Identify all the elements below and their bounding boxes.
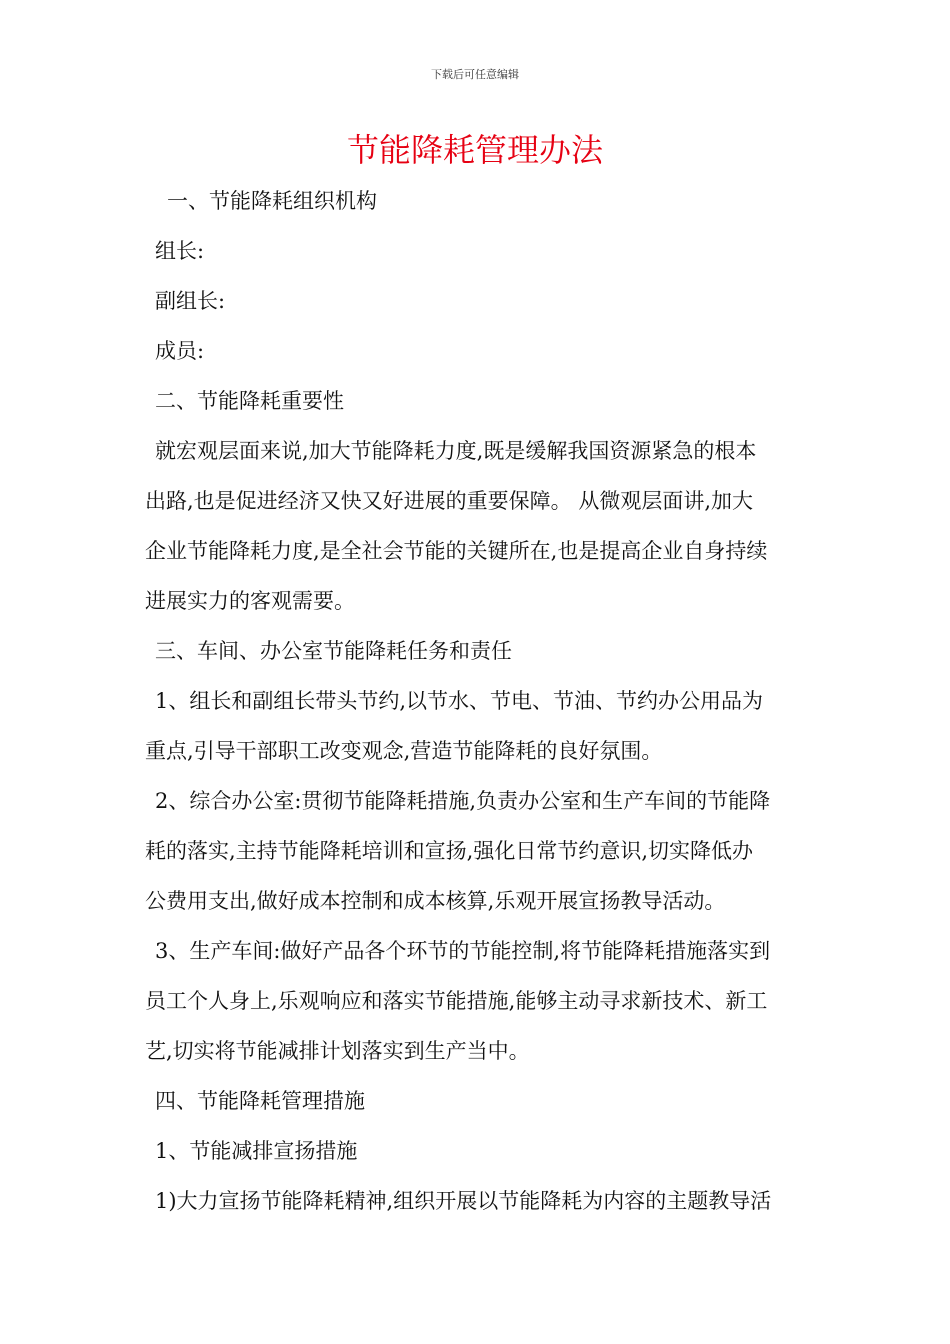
paragraph-line: 3、生产车间:做好产品各个环节的节能控制,将节能降耗措施落实到 (155, 939, 771, 963)
paragraph-line: 员工个人身上,乐观响应和落实节能措施,能够主动寻求新技术、新工 (145, 989, 768, 1013)
paragraph-line: 就宏观层面来说,加大节能降耗力度,既是缓解我国资源紧急的根本 (155, 439, 757, 463)
document-title: 节能降耗管理办法 (346, 131, 603, 169)
section-heading-measures: 四、节能降耗管理措施 (155, 1089, 365, 1113)
paragraph-line: 出路,也是促进经济又快又好进展的重要保障。 从微观层面讲,加大 (145, 489, 754, 513)
section-heading-org: 一、节能降耗组织机构 (167, 189, 377, 213)
paragraph-line: 企业节能降耗力度,是全社会节能的关键所在,也是提高企业自身持续 (145, 539, 768, 563)
field-deputy-leader: 副组长: (155, 289, 226, 313)
paragraph-line: 艺,切实将节能减排计划落实到生产当中。 (145, 1039, 530, 1063)
paragraph-line: 公费用支出,做好成本控制和成本核算,乐观开展宣扬教导活动。 (145, 889, 726, 913)
paragraph-line: 进展实力的客观需要。 (145, 589, 355, 613)
paragraph-line: 耗的落实,主持节能降耗培训和宣扬,强化日常节约意识,切实降低办 (145, 839, 754, 863)
section-heading-importance: 二、节能降耗重要性 (155, 389, 344, 413)
field-leader: 组长: (155, 239, 205, 263)
header-note: 下载后可任意编辑 (431, 68, 519, 81)
paragraph-line: 1、组长和副组长带头节约,以节水、节电、节油、节约办公用品为 (155, 689, 764, 713)
section-heading-tasks: 三、车间、办公室节能降耗任务和责任 (155, 639, 512, 663)
paragraph-line: 2、综合办公室:贯彻节能降耗措施,负责办公室和生产车间的节能降 (155, 789, 771, 813)
paragraph-line: 1)大力宣扬节能降耗精神,组织开展以节能降耗为内容的主题教导活 (155, 1189, 772, 1213)
paragraph-line: 重点,引导干部职工改变观念,营造节能降耗的良好氛围。 (145, 739, 663, 763)
document-body (145, 176, 810, 1226)
subsection-heading: 1、节能减排宣扬措施 (155, 1139, 358, 1163)
field-members: 成员: (155, 339, 205, 363)
